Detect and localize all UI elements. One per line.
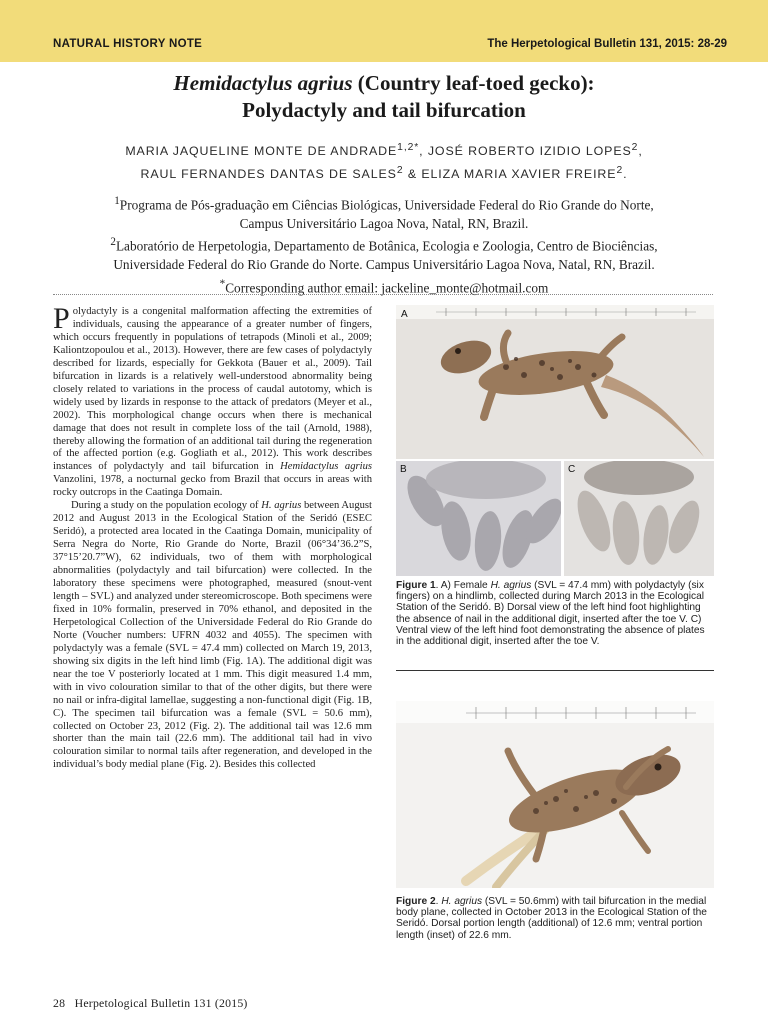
figure-2-caption-species: H. agrius [441,896,483,907]
figure-1-label-c: C [568,464,576,475]
page-number: 28 [53,996,66,1010]
paragraph-1 [53,302,372,500]
section-divider [53,294,713,295]
figure-1-caption [396,580,714,647]
affil-2-line1: Laboratório de Herpetologia, Departamento de Botânica, Ecologia e Zoologia, Centro de Biociências, [115,238,658,254]
figure-1-caption-b: (SVL = 47.4 mm) with polydactyly (six fingers) on a hindlimb, collected during March 2013 in the Ecological Station of the Seridó. B) Dorsal view of the left hind foot highlighting the absence of nail in the additional digit, inserted after the toe V. C) Ventral view of the left hind foot demonstrating the absence of plates in the additional digit, inserted after the toe V. [396,580,705,648]
title-species: Hemidactylus agrius [173,71,353,95]
figure-divider [396,670,714,671]
affiliations [40,192,728,298]
author-sep: , [638,144,643,159]
section-label: NATURAL HISTORY NOTE [53,38,203,50]
ventral-foot-image [564,461,714,576]
author-3-affil: 2 [396,165,404,177]
title-common-name: (Country leaf-toed gecko): [357,71,595,95]
figure-2-caption [396,896,714,941]
paragraph-2 [53,500,372,772]
gecko-tail-bifurcation-image [396,701,714,888]
figure-1b-photo [396,461,561,576]
affil-2-mark: 2 [110,236,116,249]
author-2-affil: 2 [631,142,639,153]
p1-species: Hemidactylus agrius [280,461,372,473]
figure-1-label-b: B [400,464,407,475]
figure-1c-photo [564,461,714,576]
figure-2-caption-label: Figure 2 [396,896,436,907]
p2-text-a: During a study on the population ecology of [71,500,262,512]
p1-text-b: Vanzolini, 1978, a nocturnal gecko from Brazil that occurs in areas with rocky outcrops in the Caatinga Domain. [53,474,372,499]
figure-1-caption-a: . A) Female [435,580,491,591]
header-band [0,0,768,62]
figure-1-label-a: A [401,309,408,320]
affil-1-line2: Campus Universitário Lagoa Nova, Natal, RN, Brazil. [239,215,529,231]
author-1: MARIA JAQUELINE MONTE DE ANDRADE [125,144,398,159]
article-title [40,70,728,124]
author-1-affil: 1,2* [397,142,420,153]
footer-journal: Herpetological Bulletin 131 (2015) [74,996,248,1010]
gecko-polydactyly-image [396,305,714,459]
p1-text-a: olydactyly is a congenital malformation affecting the extremities of individuals, causing the appearance of a greater number of fingers, which occurs frequently in populations of tetrapods (Minoli et al., 2009; Kaliontzopoulou et al., 2013). However, there are few cases of polydactyly described for lizards, especially for Gekkota (Bauer et al., 2009). Tail bifurcation in lizards is a relatively well-understood abnormality being closely related to variations in the process of caudal autotomy, which is widely used by lizards in response to the attack of predators (Meyer et al., 2002). This morphological change occurs when there is mechanical damage that does not result in complete loss of the tail (Arnold, 1988), thereby allowing the formation of an additional tail during the regeneration of the affected portion (e.g. Gogliath et al., 2012). This work describes instances of polydactyly and tail bifurcation in [53,306,372,473]
dorsal-foot-image [396,461,561,576]
journal-citation: The Herpetological Bulletin 131, 2015: 28-29 [487,38,727,50]
author-list [40,138,728,184]
figure-1-caption-species: H. agrius [490,580,532,591]
title-line2: Polydactyly and tail bifurcation [242,98,526,122]
p2-species: H. agrius [261,500,302,512]
affil-1-mark: 1 [114,195,120,207]
author-2: , JOSÉ ROBERTO IZIDIO LOPES [419,144,632,159]
figure-1-caption-label: Figure 1 [396,580,436,591]
author-4-affil: 2 [616,165,624,177]
figure-1a-photo [396,305,714,459]
affil-1-line1: Programa de Pós-graduação em Ciências Biológicas, Universidade Federal do Rio Grande do Norte, [119,197,654,213]
affil-2-line2: Universidade Federal do Rio Grande do Norte. Campus Universitário Lagoa Nova, Natal, RN, Brazil. [113,257,655,273]
drop-cap: P [53,302,70,335]
p2-text-b: between August 2012 and August 2013 in the Ecological Station of the Seridó (ESEC Seridó), a protected area located in the Caatinga Domain, municipality of Serra Negra do Norte, Rio Grande do Norte, Brazil (06°34’36.2”S, 37°15’20.7”W), 62 individuals, two of them with morphological abnormalities (polydactyly and tail bifurcation) were collected. In the laboratory these specimens were photographed, measured (snout-vent length – SVL) and analyzed under stereomicroscope. Both specimens were fixed in 10% formalin, preserved in 70% ethanol, and deposited in the Herpetological Collection of the Universidade Federal do Rio Grande do Norte (Voucher numbers: UFRN 4032 and 4055). The specimen with polydactyly was a female (SVL = 47.4 mm) collected on March 19, 2013, showing six digits in the left hind limb (Fig. 1A). The additional digit was near the toe V posteriorly located at 1 mm. This digit measured 1.4 mm, with in vivo colouration similar to that of the other digits, but there were no nail or infra-digital lamellae, suggesting a non-functional digit (Fig. 1B, C). The specimen tail bifurcation was a female (SVL = 50.6 mm), collected on October 23, 2012 (Fig. 2). The additional tail was 12.6 mm shorter than the main tail (22.6 mm). The additional tail had in vivo colouration similar to normal tails after regeneration, and developed in the individual’s body medial plane (Fig. 2). Besides this collected [53,500,372,771]
author-4: & ELIZA MARIA XAVIER FREIRE [403,167,617,182]
corresponding-email: Corresponding author email: jackeline_monte@hotmail.com [225,280,549,296]
author-end: . [623,167,628,182]
page-footer [53,996,248,1011]
corr-mark: * [219,277,226,290]
figure-2-photo [396,701,714,888]
figure-2-caption-a: . [435,896,442,907]
author-3: RAUL FERNANDES DANTAS DE SALES [140,167,397,182]
body-text [53,302,372,772]
figure-2-caption-b: (SVL = 50.6mm) with tail bifurcation in the medial body plane, collected in October 2013 in the Ecological Station of the Seridó. Dorsal portion length (additional) of 12.6 mm; ventral portion length (inset) of 22.6 mm. [396,896,707,941]
